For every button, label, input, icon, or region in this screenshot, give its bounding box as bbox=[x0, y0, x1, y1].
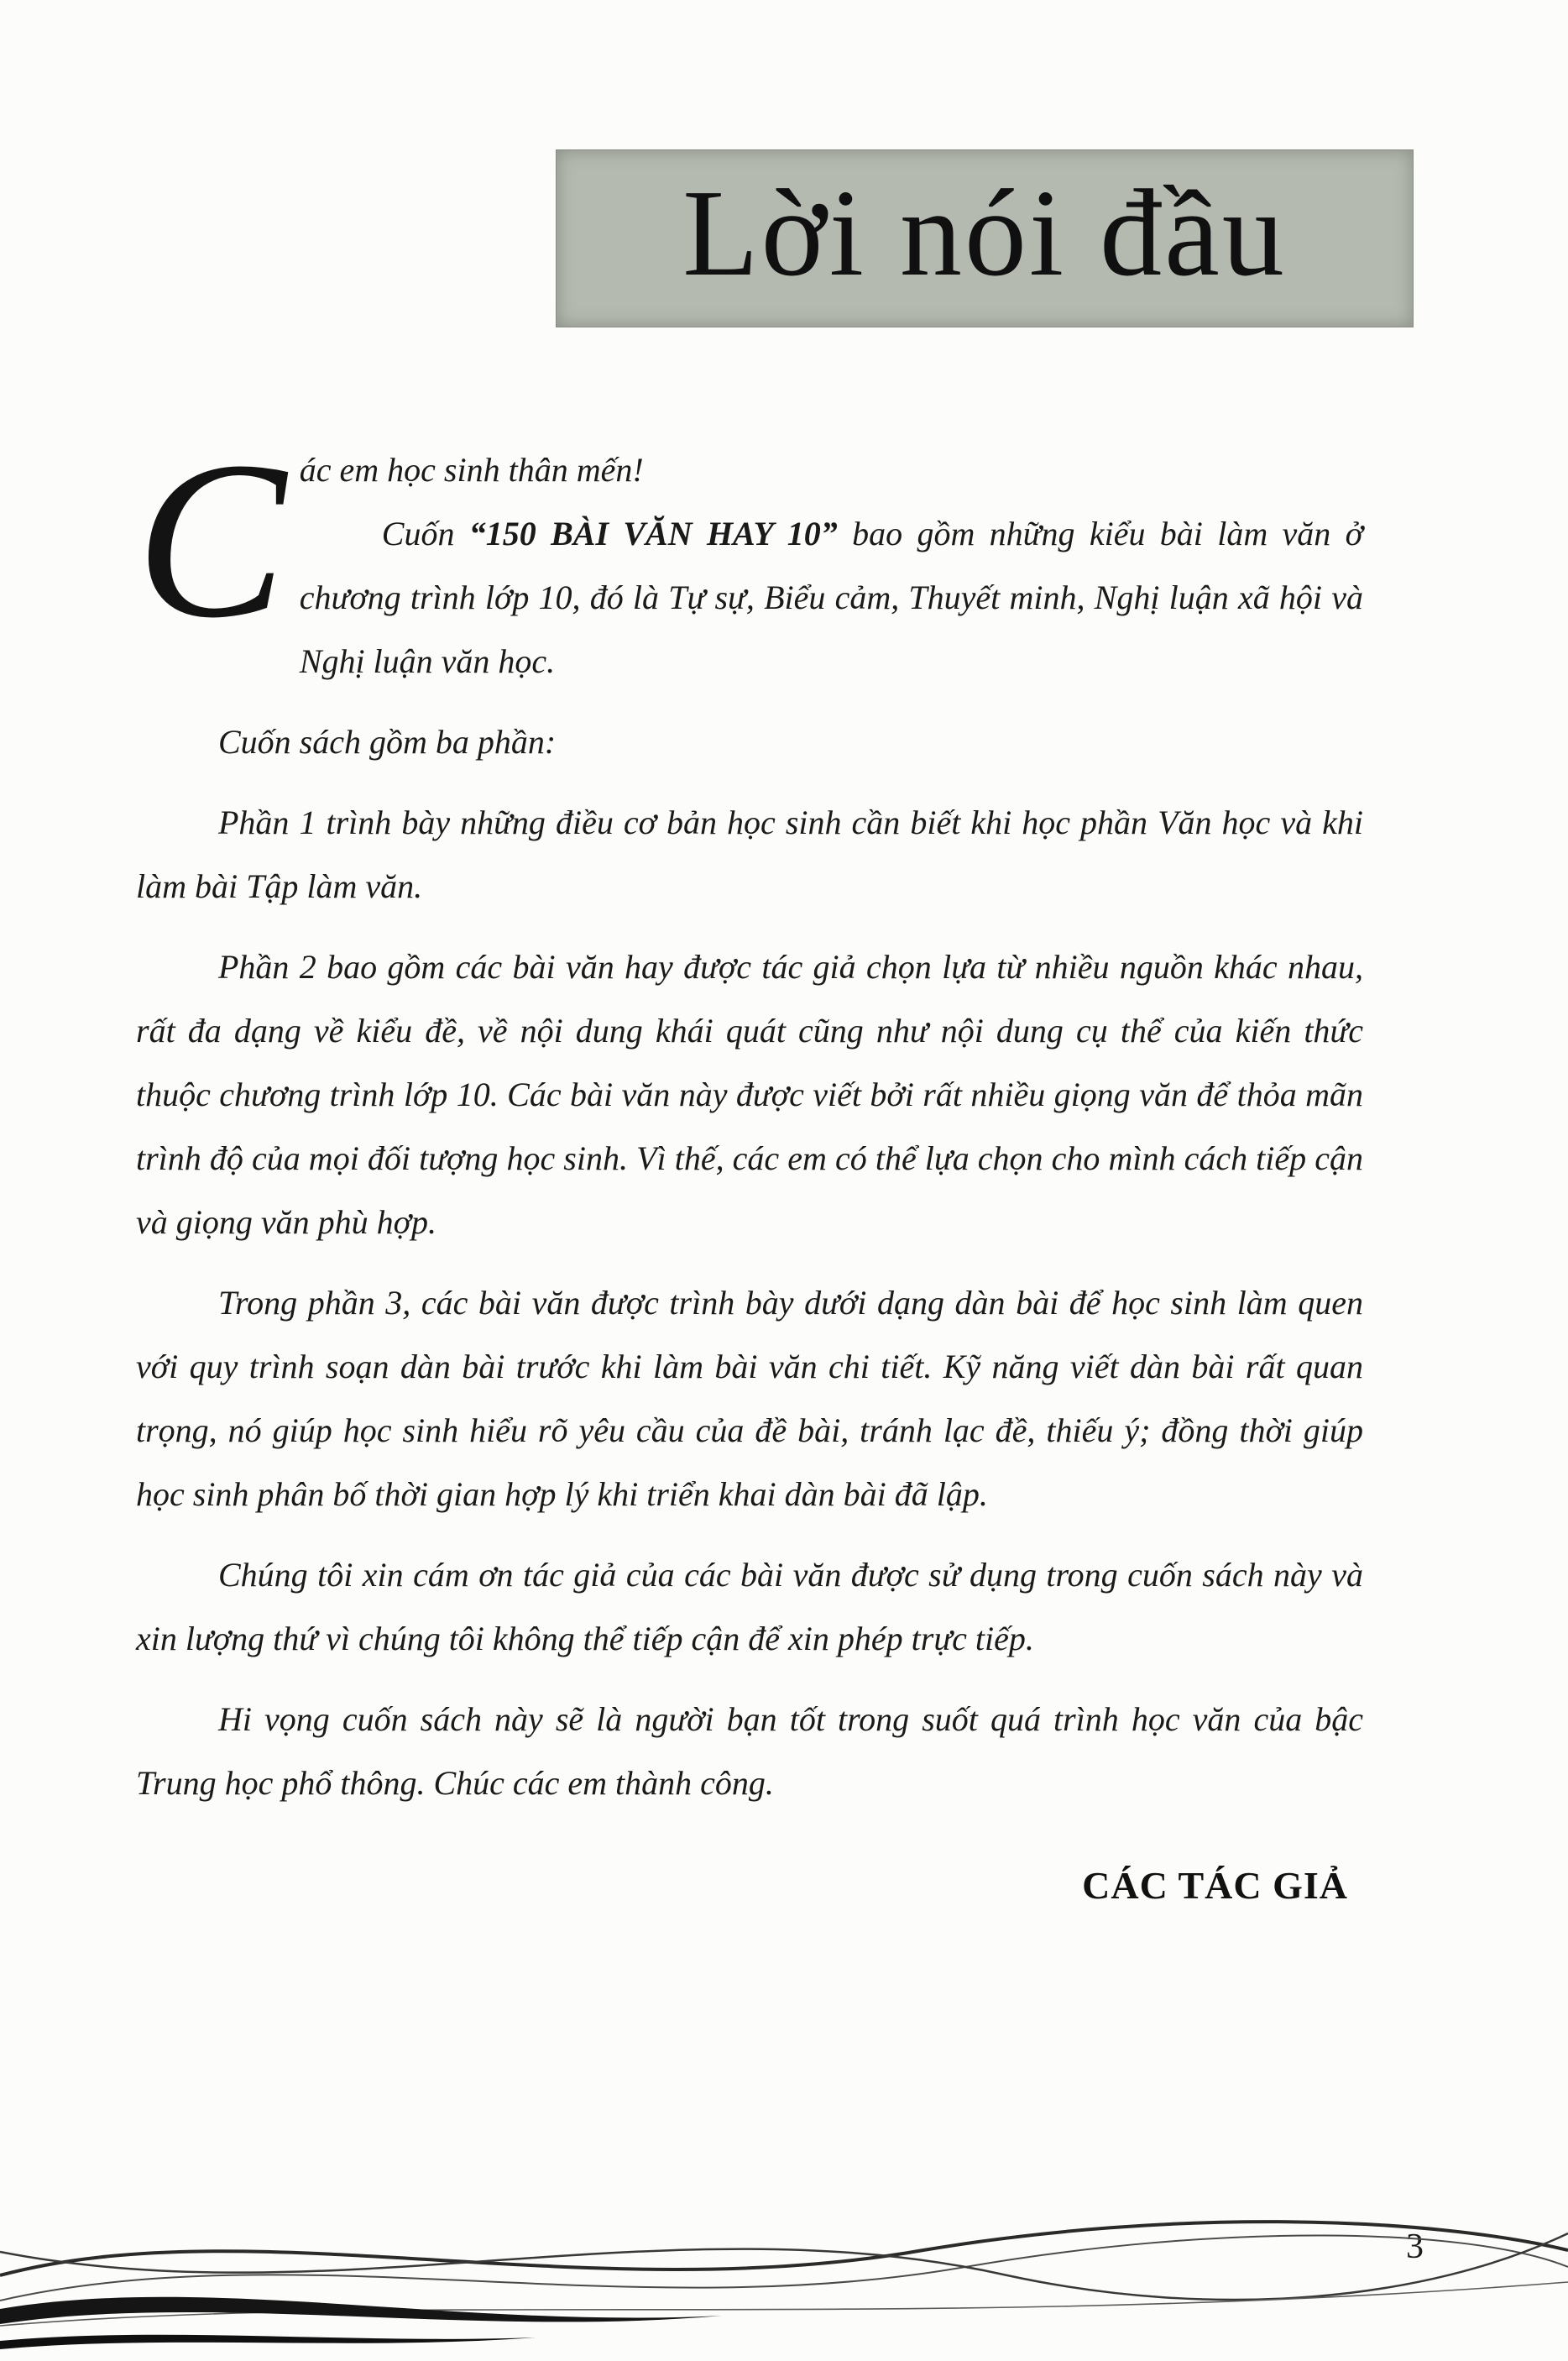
preface-paragraph-intro bbox=[136, 502, 1363, 694]
preface-paragraph-parts: Cuốn sách gồm ba phần: bbox=[218, 723, 557, 761]
authors-signature: CÁC TÁC GIẢ bbox=[1082, 1864, 1348, 1907]
preface-paragraph-part2: Phần 2 bao gồm các bài văn hay được tác giả chọn lựa từ nhiều nguồn khác nhau, rất đa dạng về kiểu đề, về nội dung khái quát cũng như nội dung cụ thể của kiến thức thuộc chương trình lớp 10. Các bài văn này được viết bởi rất nhiều giọng văn để thỏa mãn trình độ của mọi đối tượng học sinh. Vì thế, các em có thể lựa chọn cho mình cách tiếp cận và giọng văn phù hợp. bbox=[136, 948, 1363, 1241]
preface-paragraph-greeting: ác em học sinh thân mến! bbox=[299, 451, 644, 489]
dropcap-letter: C bbox=[136, 415, 286, 664]
title-banner bbox=[556, 149, 1414, 327]
page-number: 3 bbox=[1406, 2228, 1424, 2266]
book-title-emphasis: “150 BÀI VĂN HAY 10” bbox=[468, 515, 838, 552]
page-title: Lời nói đầu bbox=[682, 165, 1287, 302]
preface-body bbox=[136, 415, 1363, 1918]
preface-paragraph-part3: Trong phần 3, các bài văn được trình bày dưới dạng dàn bài để học sinh làm quen với quy trình soạn dàn bài trước khi làm bài văn chi tiết. Kỹ năng viết dàn bài rất quan trọng, nó giúp học sinh hiểu rõ yêu cầu của đề bài, tránh lạc đề, thiếu ý; đồng thời giúp học sinh phân bố thời gian hợp lý khi triển khai dàn bài đã lập. bbox=[136, 1284, 1363, 1513]
decorative-waves bbox=[0, 2168, 1568, 2361]
preface-paragraph-wish: Hi vọng cuốn sách này sẽ là người bạn tốt trong suốt quá trình học văn của bậc Trung học phổ thông. Chúc các em thành công. bbox=[136, 1700, 1363, 1802]
intro-post-text: bao gồm những kiểu bài làm văn ở chương trình lớp 10, đó là Tự sự, Biểu cảm, Thuyết minh, Nghị luận xã hội và Nghị luận văn học. bbox=[299, 515, 1363, 680]
intro-pre-text: Cuốn bbox=[381, 515, 469, 552]
preface-paragraph-part1: Phần 1 trình bày những điều cơ bản học sinh cần biết khi học phần Văn học và khi làm bài Tập làm văn. bbox=[136, 804, 1363, 905]
preface-paragraph-thanks: Chúng tôi xin cám ơn tác giả của các bài văn được sử dụng trong cuốn sách này và xin lượng thứ vì chúng tôi không thể tiếp cận để xin phép trực tiếp. bbox=[136, 1556, 1363, 1657]
